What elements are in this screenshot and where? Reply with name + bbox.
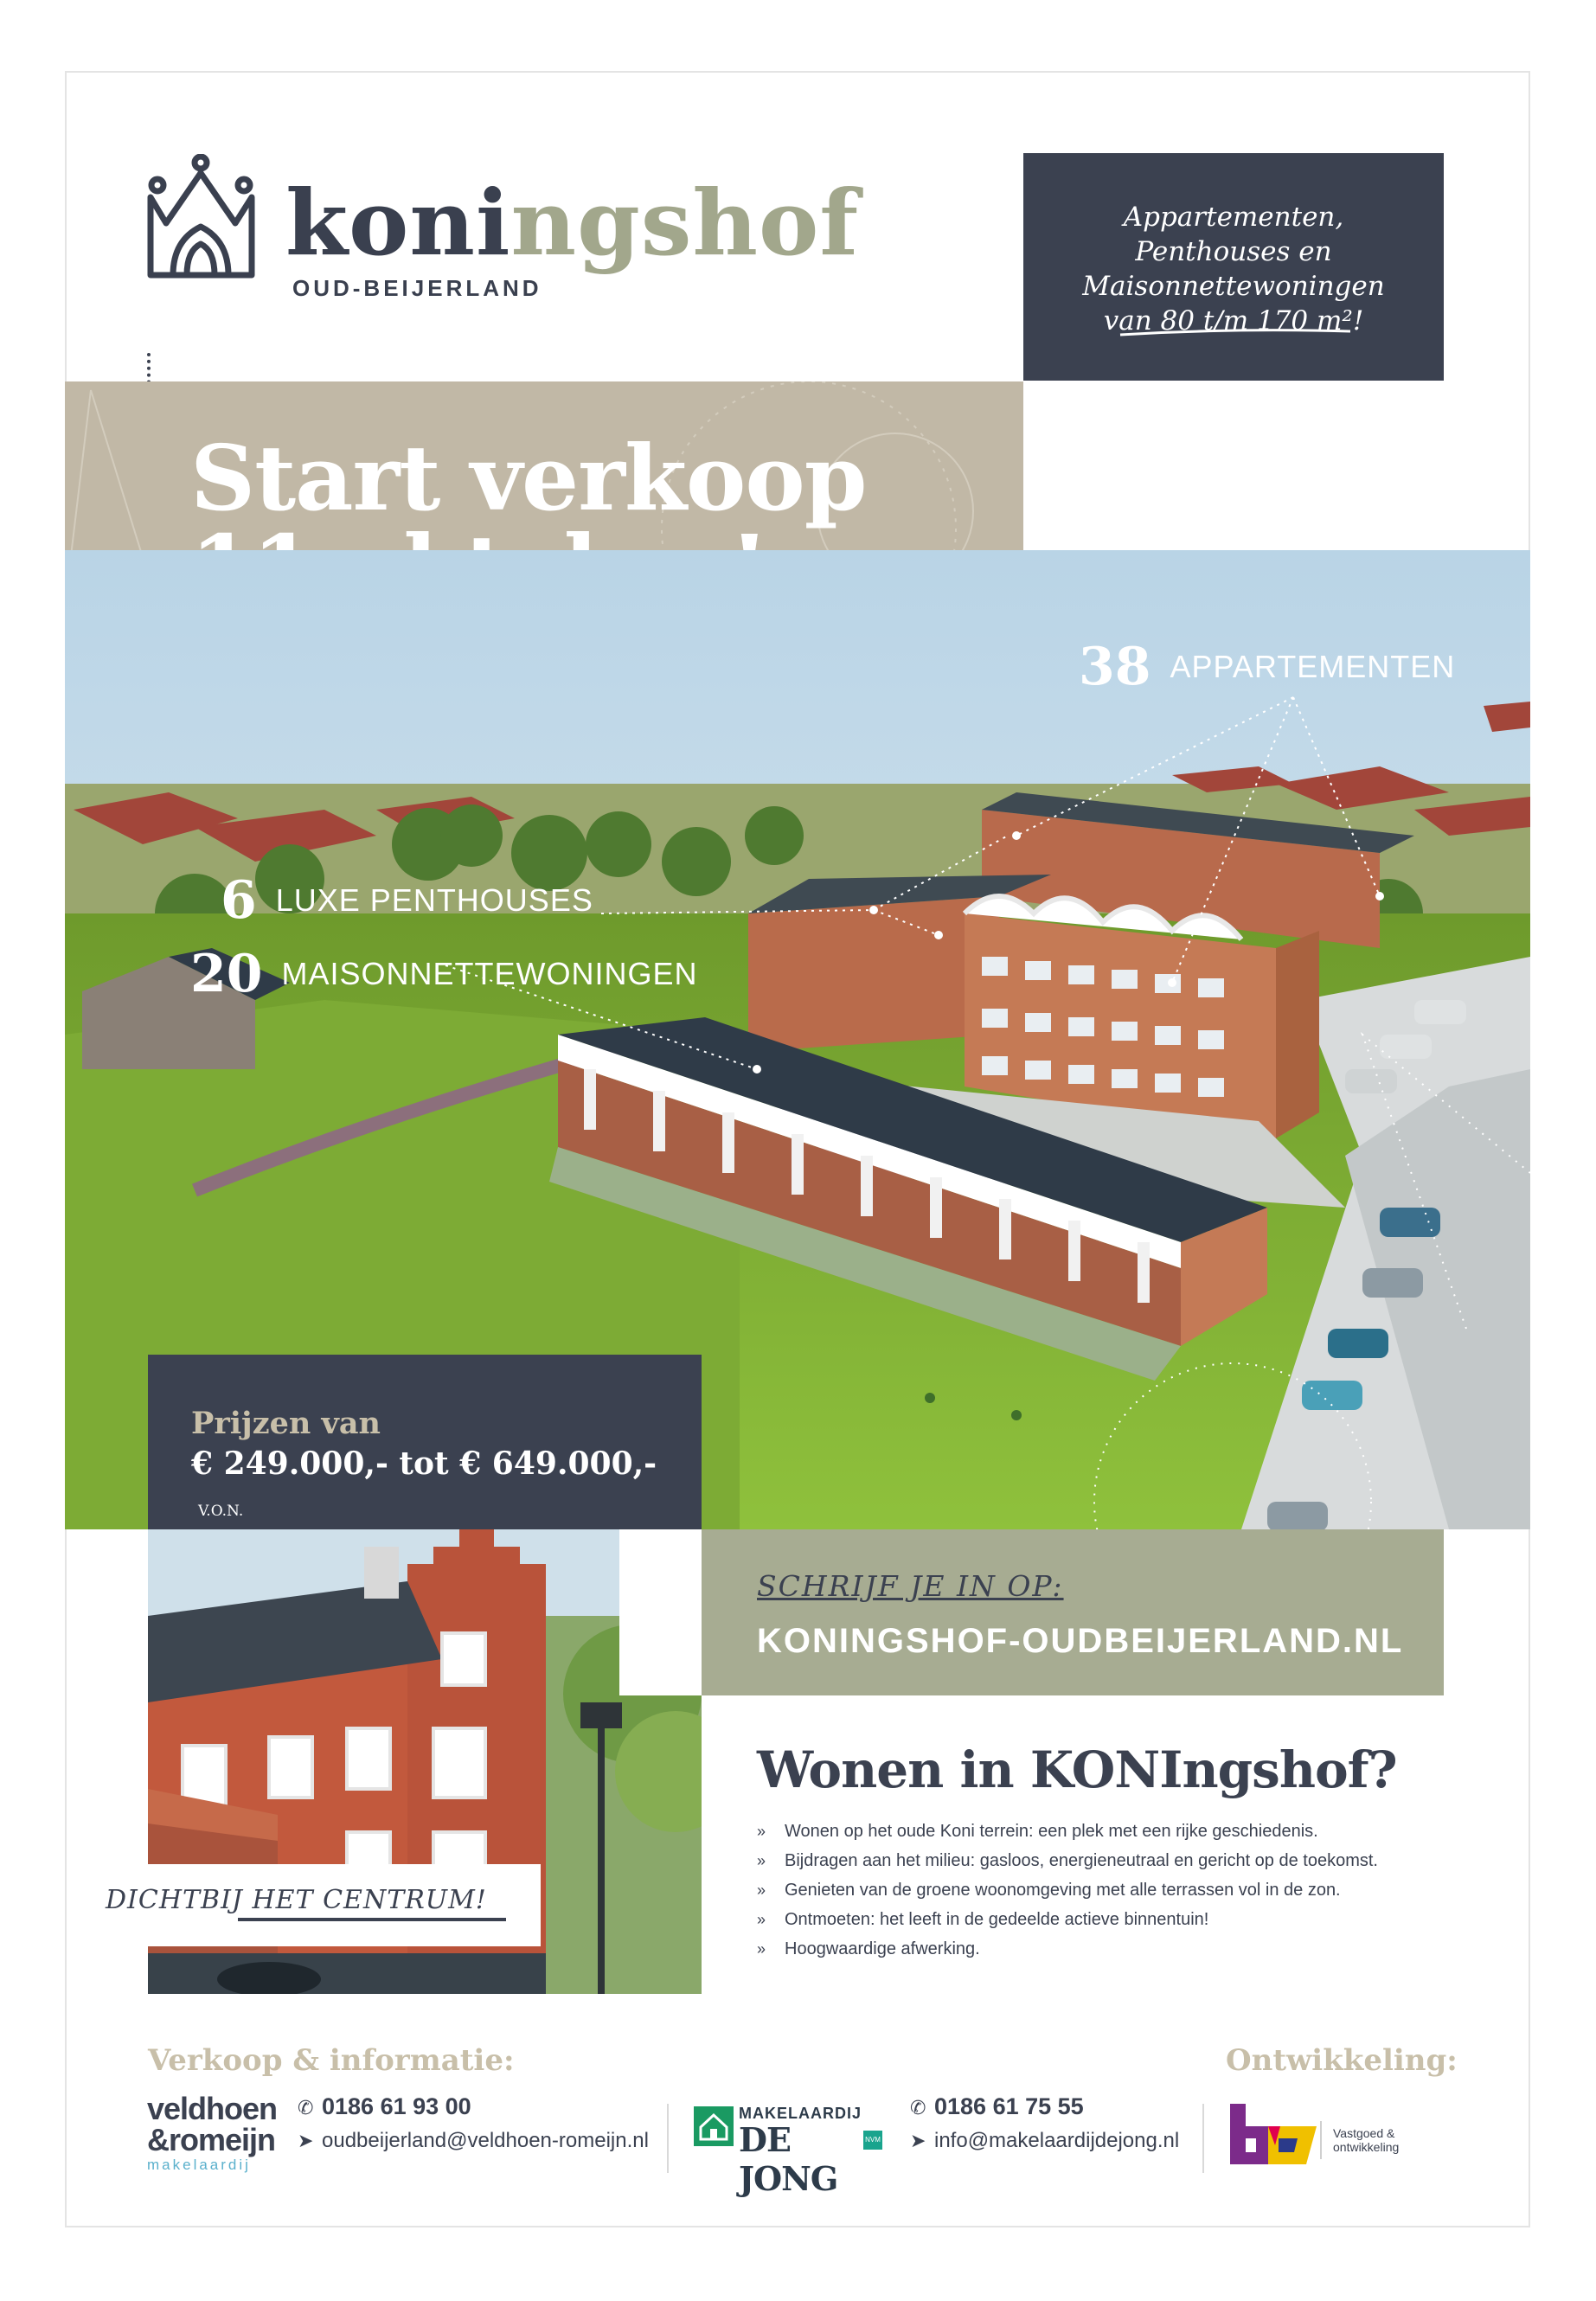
list-item [757,1905,1518,1934]
agent2-phone-link[interactable]: 0186 61 75 55 [934,2093,1084,2119]
send-icon: ➤ [910,2130,926,2151]
developer-heading: Ontwikkeling: [1226,2043,1458,2078]
vr-logo-line-1: veldhoen [147,2091,278,2126]
price-range [191,1443,702,1532]
dj-logo-big: DE JONG [739,2120,838,2198]
feature-text: Bijdragen aan het milieu: gasloos, energieneutraal en gericht op de toekomst. [785,1851,1378,1870]
phone-icon: ✆ [298,2097,314,2118]
developer-tagline-1: Vastgoed & [1333,2126,1395,2140]
brand-subtitle: OUD-BEIJERLAND [292,275,542,301]
agent1-contact [298,2090,649,2157]
stat-maisonnettes [190,944,698,1004]
feature-text: Genieten van de groene woonomgeving met alle terrassen vol in de zon. [785,1881,1341,1900]
bullet-icon: » [757,1940,766,1958]
list-item [757,1875,1518,1905]
house-icon [694,2106,734,2146]
stat-apartments [1079,637,1455,697]
agent2-phone-row [910,2090,1179,2125]
sales-heading: Verkoop & informatie: [148,2043,515,2078]
price-range-text: € 249.000,- tot € 649.000,- [191,1445,657,1482]
dj-logo-small: MAKELAARDIJ [739,2105,862,2122]
agent1-phone-row [298,2090,649,2125]
features-title: Wonen in KONIngshof? [757,1740,1397,1799]
phone-icon: ✆ [910,2097,926,2118]
bullet-icon: » [757,1852,766,1869]
footer-divider [667,2104,669,2173]
send-icon: ➤ [298,2130,314,2151]
brand-name-green: ngshof [510,170,860,276]
subscribe-cta: SCHRIJF JE IN OP: [757,1569,1064,1603]
developer-tagline-2: ontwikkeling [1333,2140,1400,2154]
bo-divider [1320,2121,1322,2159]
stat-number: 38 [1079,637,1151,697]
stat-label: MAISONNETTEWONINGEN [281,956,698,991]
agent1-phone-link[interactable]: 0186 61 93 00 [322,2093,471,2119]
agent1-email-row [298,2125,649,2157]
feature-text: Wonen op het oude Koni terrein: een plek met een rijke geschiedenis. [785,1822,1318,1841]
crown-icon [147,154,255,280]
stat-number: 20 [190,944,263,1004]
stat-label: LUXE PENTHOUSES [275,882,593,918]
stat-label: APPARTEMENTEN [1170,649,1456,684]
list-item [757,1846,1518,1875]
brand-name [285,170,860,276]
developer-tagline [1333,2126,1399,2154]
agent2-contact [910,2090,1179,2157]
vr-logo-line-2: &romeijn [147,2122,276,2157]
promo-line: Appartementen, [1123,202,1344,233]
promo-box [1023,153,1444,381]
koningshof-logo [147,152,860,308]
promo-line: van 80 t/m 170 m²! [1103,305,1364,336]
agent1-email-link[interactable]: oudbeijerland@veldhoen-romeijn.nl [322,2129,649,2152]
list-item [757,1934,1518,1964]
feature-text: Hoogwaardige afwerking. [785,1939,980,1958]
features-list [757,1817,1518,1964]
makelaardij-de-jong-logo [694,2105,891,2198]
nearby-underline [238,1918,506,1921]
developer-logo [1227,2100,1434,2170]
promo-underline [1118,326,1352,338]
price-suffix: V.O.N. [198,1503,244,1520]
subscribe-url-link[interactable]: KONINGSHOF-OUDBEIJERLAND.NL [757,1622,1404,1660]
promo-line: Maisonnettewoningen [1082,271,1385,302]
feature-text: Ontmoeten: het leeft in de gedeelde actieve binnentuin! [785,1910,1209,1929]
subscribe-box [702,1529,1444,1695]
vr-logo-line-3: makelaardij [147,2157,251,2173]
nvm-badge: NVM [863,2131,882,2150]
bullet-icon: » [757,1881,766,1899]
list-item [757,1817,1518,1846]
promo-line: Penthouses en [1135,236,1332,267]
footer-divider [1202,2104,1204,2173]
price-label: Prijzen van [191,1406,381,1441]
layout-notch [619,1529,702,1695]
price-box [148,1355,702,1529]
headline-line-1: Start verkoop [190,425,867,531]
nearby-centre-text: DICHTBIJ HET CENTRUM! [106,1885,487,1915]
agent2-email-row [910,2125,1179,2157]
bullet-icon: » [757,1823,766,1840]
veldhoen-romeijn-logo [147,2093,277,2172]
agent2-email-link[interactable]: info@makelaardijdejong.nl [934,2129,1180,2152]
features-section [757,1740,1518,1964]
stat-number: 6 [221,870,257,931]
bo-logo-mark [1227,2100,1322,2170]
nearby-centre-tag [87,1864,541,1946]
brand-name-dark: koni [285,170,511,276]
stat-penthouses [221,870,593,931]
bullet-icon: » [757,1911,766,1928]
